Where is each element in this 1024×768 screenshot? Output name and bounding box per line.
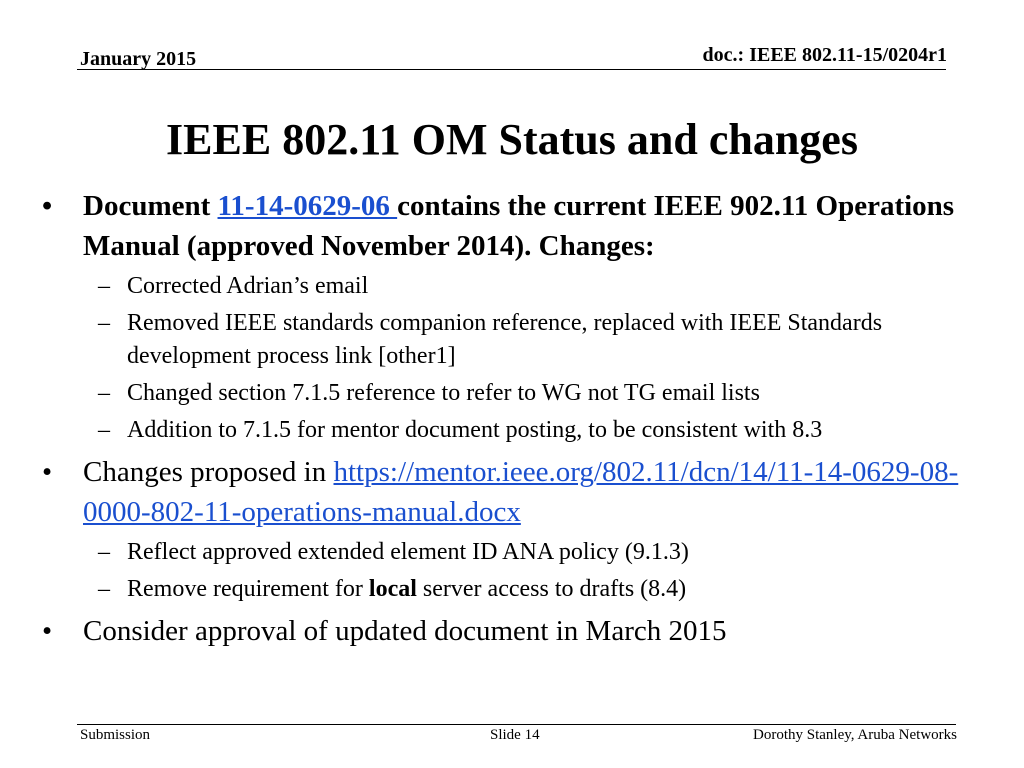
sub-item [40, 377, 970, 410]
footer-slide-number: Slide 14 [490, 727, 540, 743]
bullet-marker: • [42, 456, 53, 488]
sub-item [40, 573, 970, 606]
footer-submission: Submission [80, 727, 151, 743]
slide-body [40, 186, 970, 651]
sub-item-text-after: server access to drafts (8.4) [416, 576, 687, 602]
sub-item [40, 536, 970, 569]
dash-marker: – [98, 417, 110, 443]
dash-marker: – [98, 310, 110, 336]
sub-item-text-before: Remove requirement for [127, 576, 369, 602]
footer-author: Dorothy Stanley, Aruba Networks [753, 727, 957, 743]
sub-item-text: Corrected Adrian’s email [127, 273, 369, 299]
dash-marker: – [98, 380, 110, 406]
bullet-marker: • [42, 615, 53, 647]
dash-marker: – [98, 576, 110, 602]
header-doc-id: doc.: IEEE 802.11-15/0204r1 [702, 44, 947, 66]
sub-item [40, 307, 970, 373]
sub-item-bold-word: local [368, 576, 417, 602]
sub-item [40, 414, 970, 447]
mentor-docx-link[interactable]: https://mentor.ieee.org/802.11/dcn/14/11-14-0629-08-0000-802-11-operations-manual.docx [83, 456, 959, 528]
sub-item-text: Removed IEEE standards companion reference, replaced with IEEE Standards development process link [other1] [127, 310, 883, 369]
bullet-consider-approval [40, 611, 970, 651]
sub-item-text: Reflect approved extended element ID ANA policy (9.1.3) [127, 539, 689, 565]
dash-marker: – [98, 539, 110, 565]
bullet-document-prefix: Document [83, 190, 218, 222]
bullet-document-suffix: contains the current IEEE 902.11 Operations Manual (approved November 2014). Changes: [83, 190, 955, 262]
footer-rule [77, 724, 956, 725]
sub-item [40, 270, 970, 303]
slide-title: IEEE 802.11 OM Status and changes [166, 115, 858, 164]
bullet-changes-prefix: Changes proposed in [83, 456, 334, 488]
header-date: January 2015 [80, 48, 197, 70]
bullet-changes-proposed [40, 452, 970, 532]
header-rule [77, 69, 946, 70]
sub-item-text: Changed section 7.1.5 reference to refer to WG not TG email lists [127, 380, 760, 406]
document-link[interactable]: 11-14-0629-06 [217, 190, 398, 222]
bullet-consider-text: Consider approval of updated document in March 2015 [83, 615, 727, 647]
dash-marker: – [98, 273, 110, 299]
bullet-marker: • [42, 190, 53, 222]
bullet-document [40, 186, 970, 266]
sub-item-text: Addition to 7.1.5 for mentor document posting, to be consistent with 8.3 [127, 417, 823, 443]
